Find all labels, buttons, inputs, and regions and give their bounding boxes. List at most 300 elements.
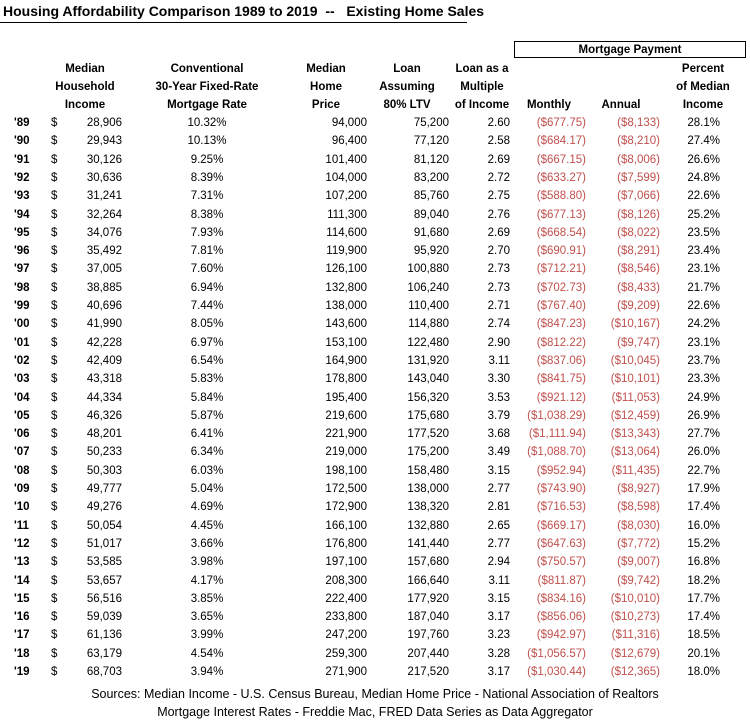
- row-price: 94,000: [331, 117, 367, 129]
- row-rate: 6.41%: [190, 428, 224, 441]
- row-income: 53,585: [86, 556, 122, 569]
- row-multiple: 2.58: [487, 135, 510, 148]
- row-loan: 141,440: [407, 537, 449, 550]
- row-multiple: 2.72: [487, 171, 510, 184]
- row-loan: 177,520: [407, 428, 449, 441]
- table-row: [0, 370, 750, 388]
- row-income: 50,233: [86, 446, 122, 459]
- row-income: 28,906: [86, 117, 122, 129]
- row-price: 259,300: [325, 647, 367, 660]
- row-income: 59,039: [86, 611, 122, 624]
- row-rate: 7.31%: [190, 190, 224, 203]
- row-currency-symbol: $: [51, 629, 58, 642]
- table-row: [0, 389, 750, 407]
- row-percent-income: 23.7%: [687, 354, 720, 367]
- row-annual-payment: ($7,066): [617, 190, 660, 203]
- row-monthly-payment: ($677.13): [536, 208, 586, 221]
- row-income: 50,303: [86, 464, 122, 477]
- row-currency-symbol: $: [51, 647, 58, 660]
- row-currency-symbol: $: [51, 135, 58, 148]
- row-monthly-payment: ($647.63): [536, 537, 586, 550]
- header-percent-line2: of Median: [676, 81, 730, 93]
- row-income: 31,241: [86, 190, 122, 203]
- row-multiple: 2.71: [487, 300, 510, 312]
- row-annual-payment: ($7,599): [617, 171, 660, 184]
- row-currency-symbol: $: [51, 208, 58, 221]
- row-currency-symbol: $: [51, 501, 58, 514]
- header-loan-line2: Assuming: [379, 81, 435, 93]
- header-multiple-line2: Multiple: [460, 81, 504, 93]
- row-percent-income: 17.7%: [687, 592, 720, 605]
- row-income: 68,703: [86, 666, 122, 678]
- row-percent-income: 27.4%: [687, 135, 720, 148]
- header-monthly: [516, 96, 582, 114]
- row-multiple: 3.49: [487, 446, 510, 459]
- row-multiple: 2.60: [487, 117, 510, 129]
- row-multiple: 2.75: [487, 190, 510, 203]
- table-row: [0, 114, 750, 132]
- row-price: 221,900: [325, 428, 367, 441]
- table-row: [0, 315, 750, 333]
- row-monthly-payment: ($841.75): [536, 373, 586, 386]
- row-currency-symbol: $: [51, 117, 58, 129]
- header-price-line1: Median: [306, 63, 346, 75]
- row-income: 44,334: [86, 391, 122, 404]
- row-multiple: 2.65: [487, 519, 510, 532]
- row-year: '12: [14, 537, 30, 550]
- row-currency-symbol: $: [51, 519, 58, 532]
- row-year: '92: [14, 171, 30, 184]
- row-income: 49,777: [86, 483, 122, 495]
- row-multiple: 3.23: [487, 629, 510, 642]
- row-percent-income: 28.1%: [687, 117, 720, 129]
- row-annual-payment: ($13,064): [610, 446, 660, 459]
- table-row: [0, 297, 750, 315]
- row-multiple: 3.68: [487, 428, 510, 441]
- row-multiple: 2.94: [487, 556, 510, 569]
- row-percent-income: 20.1%: [687, 647, 720, 660]
- row-multiple: 2.69: [487, 226, 510, 239]
- row-multiple: 3.53: [487, 391, 510, 404]
- row-currency-symbol: $: [51, 611, 58, 624]
- row-price: 219,000: [325, 446, 367, 459]
- row-year: '00: [14, 318, 30, 331]
- table-row: [0, 279, 750, 297]
- table-row: [0, 169, 750, 187]
- table-row: [0, 151, 750, 169]
- row-percent-income: 26.0%: [687, 446, 720, 459]
- row-income: 42,228: [86, 336, 122, 349]
- row-currency-symbol: $: [51, 318, 58, 331]
- row-multiple: 3.11: [488, 574, 510, 587]
- row-currency-symbol: $: [51, 226, 58, 239]
- row-year: '01: [14, 336, 30, 349]
- row-price: 166,100: [325, 519, 367, 532]
- title-underline: [0, 22, 467, 23]
- row-monthly-payment: ($588.80): [536, 190, 586, 203]
- table-row: [0, 407, 750, 425]
- row-annual-payment: ($11,053): [611, 391, 660, 404]
- row-year: '09: [14, 483, 30, 495]
- row-year: '96: [14, 245, 30, 258]
- row-multiple: 3.28: [487, 647, 510, 660]
- row-monthly-payment: ($1,111.94): [528, 428, 586, 441]
- row-price: 96,400: [331, 135, 367, 148]
- row-monthly-payment: ($668.54): [536, 226, 586, 239]
- table-row: [0, 626, 750, 644]
- row-annual-payment: ($10,010): [610, 592, 660, 605]
- table-row: [0, 132, 750, 150]
- table-row: [0, 517, 750, 535]
- header-loan-line1: Loan: [393, 63, 421, 75]
- table-row: [0, 590, 750, 608]
- row-income: 56,516: [86, 592, 122, 605]
- table-row: [0, 425, 750, 443]
- row-year: '93: [14, 190, 30, 203]
- row-monthly-payment: ($1,038.29): [527, 409, 586, 422]
- row-rate: 4.17%: [190, 574, 224, 587]
- row-rate: 7.93%: [190, 226, 224, 239]
- row-price: 247,200: [325, 629, 367, 642]
- row-percent-income: 27.7%: [687, 428, 720, 441]
- header-annual-label: Annual: [601, 99, 641, 111]
- row-monthly-payment: ($667.15): [536, 153, 586, 166]
- row-currency-symbol: $: [51, 592, 58, 605]
- row-rate: 3.98%: [190, 556, 224, 569]
- row-monthly-payment: ($677.75): [536, 117, 586, 129]
- row-annual-payment: ($10,167): [610, 318, 660, 331]
- row-loan: 131,920: [407, 354, 449, 367]
- row-income: 41,990: [86, 318, 122, 331]
- row-annual-payment: ($9,742): [617, 574, 660, 587]
- header-annual: [590, 96, 652, 114]
- table-row: [0, 187, 750, 205]
- row-annual-payment: ($8,598): [617, 501, 660, 514]
- row-annual-payment: ($9,007): [617, 556, 660, 569]
- row-year: '97: [14, 263, 30, 276]
- row-price: 138,000: [325, 300, 367, 312]
- row-currency-symbol: $: [51, 190, 58, 203]
- row-income: 35,492: [86, 245, 122, 258]
- row-multiple: 3.15: [487, 592, 510, 605]
- row-loan: 85,760: [413, 190, 449, 203]
- row-year: '94: [14, 208, 30, 221]
- row-loan: 122,480: [407, 336, 449, 349]
- row-price: 219,600: [325, 409, 367, 422]
- row-monthly-payment: ($812.22): [536, 336, 586, 349]
- row-price: 178,800: [325, 373, 367, 386]
- row-rate: 5.83%: [190, 373, 224, 386]
- row-monthly-payment: ($834.16): [536, 592, 586, 605]
- row-loan: 81,120: [413, 153, 449, 166]
- row-year: '07: [14, 446, 30, 459]
- row-currency-symbol: $: [51, 263, 58, 276]
- row-loan: 197,760: [407, 629, 449, 642]
- sources-line-2: Mortgage Interest Rates - Freddie Mac, FRED Data Series as Data Aggregator: [157, 705, 593, 719]
- row-multiple: 2.70: [487, 245, 510, 258]
- row-percent-income: 23.3%: [687, 373, 720, 386]
- row-loan: 166,640: [407, 574, 449, 587]
- row-percent-income: 23.1%: [687, 263, 720, 276]
- row-percent-income: 23.5%: [687, 226, 720, 239]
- row-multiple: 2.69: [487, 153, 510, 166]
- row-currency-symbol: $: [51, 300, 58, 312]
- row-rate: 10.32%: [187, 117, 227, 129]
- table-row: [0, 663, 750, 681]
- row-income: 29,943: [86, 135, 122, 148]
- row-annual-payment: ($8,210): [617, 135, 660, 148]
- row-percent-income: 26.9%: [687, 409, 720, 422]
- row-annual-payment: ($8,546): [617, 263, 660, 276]
- mortgage-payment-group-header: Mortgage Payment: [514, 41, 746, 58]
- row-percent-income: 22.6%: [687, 300, 720, 312]
- row-price: 164,900: [325, 354, 367, 367]
- row-monthly-payment: ($1,056.57): [527, 647, 586, 660]
- row-loan: 175,200: [407, 446, 449, 459]
- row-rate: 4.45%: [190, 519, 224, 532]
- row-monthly-payment: ($1,088.70): [527, 446, 586, 459]
- row-rate: 3.65%: [190, 611, 224, 624]
- row-annual-payment: ($8,433): [617, 281, 660, 294]
- row-year: '05: [14, 409, 30, 422]
- row-multiple: 3.17: [487, 666, 510, 678]
- header-rate: [140, 60, 274, 114]
- row-price: 195,400: [325, 391, 367, 404]
- row-loan: 75,200: [413, 117, 449, 129]
- table-row: [0, 242, 750, 260]
- row-loan: 217,520: [407, 666, 449, 678]
- row-rate: 4.69%: [190, 501, 224, 514]
- row-multiple: 2.90: [487, 336, 510, 349]
- row-currency-symbol: $: [51, 464, 58, 477]
- row-year: '89: [14, 117, 30, 129]
- row-currency-symbol: $: [51, 354, 58, 367]
- row-income: 61,136: [86, 629, 122, 642]
- row-percent-income: 18.5%: [687, 629, 720, 642]
- row-currency-symbol: $: [51, 483, 58, 495]
- row-income: 40,696: [86, 300, 122, 312]
- header-rate-line2: 30-Year Fixed-Rate: [155, 81, 259, 93]
- row-percent-income: 21.7%: [687, 281, 720, 294]
- row-rate: 8.39%: [190, 171, 224, 184]
- header-multiple-line1: Loan as a: [455, 63, 509, 75]
- row-monthly-payment: ($750.57): [536, 556, 586, 569]
- row-year: '03: [14, 373, 30, 386]
- header-multiple-line3: of Income: [454, 99, 510, 111]
- row-loan: 132,880: [407, 519, 449, 532]
- row-multiple: 3.30: [487, 373, 510, 386]
- row-rate: 7.81%: [190, 245, 224, 258]
- row-rate: 3.94%: [190, 666, 224, 678]
- header-loan-line3: 80% LTV: [383, 99, 431, 111]
- row-year: '02: [14, 354, 30, 367]
- row-monthly-payment: ($837.06): [536, 354, 586, 367]
- row-annual-payment: ($8,133): [617, 117, 660, 129]
- row-rate: 3.66%: [190, 537, 224, 550]
- header-income-line3: Income: [64, 99, 106, 111]
- row-multiple: 3.15: [487, 464, 510, 477]
- row-currency-symbol: $: [51, 666, 58, 678]
- row-multiple: 2.73: [487, 281, 510, 294]
- row-year: '99: [14, 300, 30, 312]
- row-price: 198,100: [325, 464, 367, 477]
- row-loan: 157,680: [407, 556, 449, 569]
- row-price: 172,500: [325, 483, 367, 495]
- row-rate: 3.99%: [190, 629, 224, 642]
- row-loan: 187,040: [407, 611, 449, 624]
- row-rate: 8.05%: [190, 318, 224, 331]
- row-annual-payment: ($11,435): [611, 464, 660, 477]
- row-percent-income: 17.4%: [687, 611, 720, 624]
- row-income: 46,326: [86, 409, 122, 422]
- row-income: 37,005: [86, 263, 122, 276]
- row-income: 51,017: [86, 537, 122, 550]
- row-annual-payment: ($8,030): [617, 519, 660, 532]
- row-income: 63,179: [86, 647, 122, 660]
- table-row: [0, 572, 750, 590]
- table-row: [0, 443, 750, 461]
- row-multiple: 2.81: [487, 501, 510, 514]
- table-row: [0, 260, 750, 278]
- table-row: [0, 206, 750, 224]
- row-monthly-payment: ($921.12): [536, 391, 586, 404]
- row-multiple: 3.17: [487, 611, 510, 624]
- row-rate: 6.97%: [190, 336, 224, 349]
- row-price: 107,200: [325, 190, 367, 203]
- row-loan: 138,000: [407, 483, 449, 495]
- row-loan: 106,240: [407, 281, 449, 294]
- table-row: [0, 608, 750, 626]
- row-monthly-payment: ($847.23): [536, 318, 586, 331]
- row-currency-symbol: $: [51, 428, 58, 441]
- row-currency-symbol: $: [51, 336, 58, 349]
- row-percent-income: 17.4%: [687, 501, 720, 514]
- row-price: 197,100: [325, 556, 367, 569]
- row-annual-payment: ($12,679): [610, 647, 660, 660]
- row-currency-symbol: $: [51, 373, 58, 386]
- row-price: 233,800: [325, 611, 367, 624]
- row-loan: 77,120: [413, 135, 449, 148]
- table-row: [0, 480, 750, 498]
- row-percent-income: 16.8%: [687, 556, 720, 569]
- header-percent: [664, 60, 742, 114]
- header-rate-line3: Mortgage Rate: [167, 99, 247, 111]
- row-percent-income: 24.8%: [687, 171, 720, 184]
- row-price: 222,400: [325, 592, 367, 605]
- row-rate: 6.94%: [190, 281, 224, 294]
- row-rate: 9.25%: [190, 153, 224, 166]
- header-income-line2: Household: [55, 81, 115, 93]
- row-percent-income: 18.2%: [687, 574, 720, 587]
- row-price: 114,600: [326, 226, 367, 239]
- row-annual-payment: ($11,316): [611, 629, 660, 642]
- row-rate: 8.38%: [190, 208, 224, 221]
- row-percent-income: 15.2%: [687, 537, 720, 550]
- row-price: 143,600: [325, 318, 367, 331]
- row-year: '95: [14, 226, 30, 239]
- row-price: 119,900: [326, 245, 367, 258]
- row-monthly-payment: ($743.90): [536, 483, 586, 495]
- row-currency-symbol: $: [51, 409, 58, 422]
- table-row: [0, 224, 750, 242]
- row-price: 126,100: [325, 263, 367, 276]
- row-percent-income: 24.9%: [687, 391, 720, 404]
- header-monthly-label: Monthly: [526, 99, 572, 111]
- row-price: 132,800: [325, 281, 367, 294]
- row-monthly-payment: ($856.06): [536, 611, 586, 624]
- row-loan: 83,200: [413, 171, 449, 184]
- table-row: [0, 535, 750, 553]
- row-monthly-payment: ($767.40): [536, 300, 586, 312]
- row-price: 208,300: [325, 574, 367, 587]
- row-rate: 6.03%: [190, 464, 224, 477]
- row-annual-payment: ($8,291): [617, 245, 660, 258]
- row-year: '13: [14, 556, 30, 569]
- row-year: '04: [14, 391, 30, 404]
- row-year: '90: [14, 135, 30, 148]
- row-annual-payment: ($13,343): [610, 428, 660, 441]
- row-annual-payment: ($12,365): [610, 666, 660, 678]
- row-annual-payment: ($8,006): [617, 153, 660, 166]
- row-monthly-payment: ($684.17): [536, 135, 586, 148]
- row-loan: 177,920: [407, 592, 449, 605]
- row-annual-payment: ($10,045): [610, 354, 660, 367]
- header-price: [296, 60, 356, 114]
- row-income: 42,409: [86, 354, 122, 367]
- row-year: '11: [14, 519, 29, 532]
- row-multiple: 3.11: [488, 354, 510, 367]
- row-percent-income: 25.2%: [687, 208, 720, 221]
- row-income: 38,885: [86, 281, 122, 294]
- table-row: [0, 498, 750, 516]
- row-rate: 3.85%: [190, 592, 224, 605]
- row-percent-income: 17.9%: [687, 483, 720, 495]
- table-row: [0, 553, 750, 571]
- row-percent-income: 18.0%: [687, 666, 720, 678]
- row-monthly-payment: ($952.94): [536, 464, 586, 477]
- row-price: 172,900: [325, 501, 367, 514]
- row-loan: 91,680: [413, 226, 449, 239]
- row-rate: 4.54%: [190, 647, 224, 660]
- row-loan: 89,040: [413, 208, 449, 221]
- row-multiple: 2.74: [487, 318, 510, 331]
- row-year: '10: [14, 501, 30, 514]
- row-loan: 95,920: [413, 245, 449, 258]
- row-income: 43,318: [86, 373, 122, 386]
- row-currency-symbol: $: [51, 281, 58, 294]
- row-loan: 158,480: [407, 464, 449, 477]
- row-year: '17: [14, 629, 30, 642]
- header-multiple: [448, 60, 516, 114]
- row-year: '14: [14, 574, 30, 587]
- header-loan: [374, 60, 440, 114]
- row-rate: 5.87%: [190, 409, 224, 422]
- row-year: '98: [14, 281, 30, 294]
- row-monthly-payment: ($1,030.44): [527, 666, 586, 678]
- row-percent-income: 22.6%: [687, 190, 720, 203]
- row-price: 153,100: [325, 336, 367, 349]
- row-price: 104,000: [325, 171, 367, 184]
- row-monthly-payment: ($690.91): [536, 245, 586, 258]
- row-income: 30,126: [86, 153, 122, 166]
- row-currency-symbol: $: [51, 245, 58, 258]
- row-currency-symbol: $: [51, 171, 58, 184]
- row-rate: 10.13%: [187, 135, 227, 148]
- row-price: 176,800: [325, 537, 367, 550]
- row-annual-payment: ($10,101): [610, 373, 660, 386]
- row-percent-income: 23.1%: [687, 336, 720, 349]
- row-multiple: 2.73: [487, 263, 510, 276]
